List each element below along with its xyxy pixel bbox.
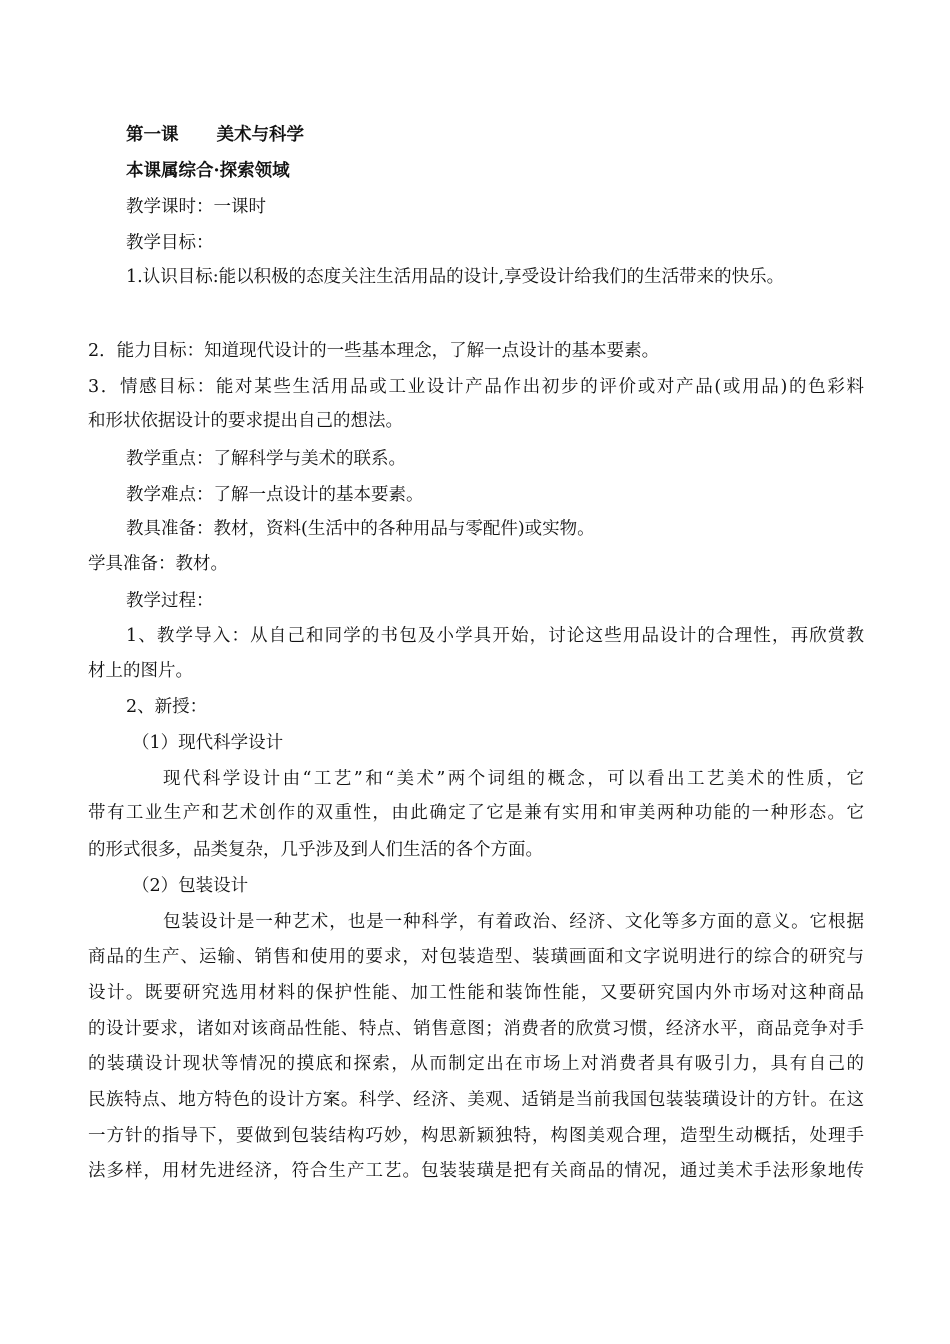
section-2-line: 法多样，用材先进经济，符合生产工艺。包装装璜是把有关商品的情况，通过美术手法形象地传 [88, 1161, 864, 1181]
section-2-line: 设计。既要研究选用材料的保护性能、加工性能和装饰性能，又要研究国内外市场对这种商品 [88, 983, 864, 1003]
teaching-hours: 教学课时：一课时 [126, 197, 266, 217]
new-lesson-heading: 2、新授： [126, 697, 208, 717]
lesson-title [126, 122, 902, 148]
section-1-line: 带有工业生产和艺术创作的双重性，由此确定了它是兼有实用和审美两种功能的一种形态。它 [88, 803, 864, 823]
key-point: 教学重点：了解科学与美术的联系。 [126, 449, 406, 469]
objective-1: 1.认识目标:能以积极的态度关注生活用品的设计,享受设计给我们的生活带来的快乐。 [126, 267, 785, 287]
section-1-title: （1）现代科学设计 [132, 733, 284, 753]
section-2-title: （2）包装设计 [132, 876, 249, 896]
difficulty: 教学难点：了解一点设计的基本要素。 [126, 485, 424, 505]
section-2-line: 商品的生产、运输、销售和使用的要求，对包装造型、装璜画面和文字说明进行的综合的研究与 [88, 947, 864, 967]
objectives-heading: 教学目标： [126, 233, 214, 253]
section-2-line: 的装璜设计现状等情况的摸底和探索，从而制定出在市场上对消费者具有吸引力，具有自己的 [88, 1054, 864, 1074]
lesson-number: 第一课 [126, 125, 179, 145]
process-heading: 教学过程： [126, 591, 214, 611]
lesson-name: 美术与科学 [216, 125, 304, 145]
lesson-domain: 本课属综合·探索领域 [126, 161, 290, 181]
section-2-line: 的设计要求，诸如对该商品性能、特点、销售意图；消费者的欣赏习惯，经济水平，商品竞争对手 [88, 1019, 864, 1039]
student-tools: 学具准备：教材。 [88, 554, 228, 574]
section-2-line: 一方针的指导下，要做到包装结构巧妙，构思新颖独特，构图美观合理，造型生动概括，处理手 [88, 1126, 864, 1146]
intro-line: 材上的图片。 [88, 661, 193, 681]
objective-2: 2．能力目标：知道现代设计的一些基本理念，了解一点设计的基本要素。 [88, 341, 660, 361]
intro-line: 1、教学导入：从自己和同学的书包及小学具开始，讨论这些用品设计的合理性，再欣赏教 [126, 626, 864, 646]
section-1-line: 的形式很多，品类复杂，几乎涉及到人们生活的各个方面。 [88, 840, 543, 860]
objective-3-cont: 和形状依据设计的要求提出自己的想法。 [88, 411, 403, 431]
section-2-line: 民族特点、地方特色的设计方案。科学、经济、美观、适销是当前我国包装装璜设计的方针。在这 [88, 1090, 864, 1110]
section-2-line: 包装设计是一种艺术，也是一种科学，有着政治、经济、文化等多方面的意义。它根据 [163, 912, 864, 932]
teacher-tools: 教具准备：教材，资料(生活中的各种用品与零配件)或实物。 [126, 519, 595, 539]
objective-3: 3．情感目标：能对某些生活用品或工业设计产品作出初步的评价或对产品(或用品)的色彩料 [88, 377, 864, 397]
section-1-line: 现代科学设计由“工艺”和“美术”两个词组的概念，可以看出工艺美术的性质，它 [163, 769, 864, 789]
